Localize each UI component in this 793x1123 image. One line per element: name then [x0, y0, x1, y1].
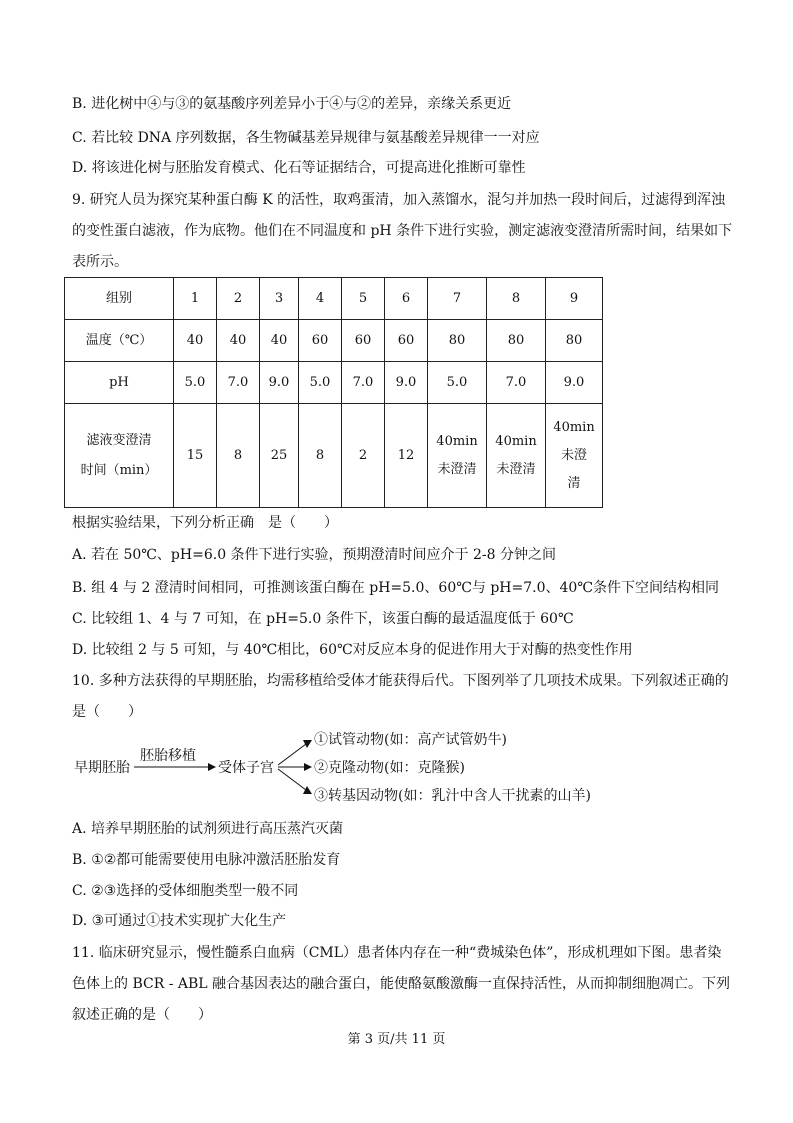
cell-ph-9: 9.0 — [546, 362, 603, 404]
cell-time-8-line1: 40min — [495, 433, 537, 449]
cell-group-7: 7 — [428, 278, 487, 320]
diagram-branch-arrow-3 — [278, 769, 306, 790]
cell-group-9: 9 — [546, 278, 603, 320]
cell-time-5: 2 — [342, 404, 385, 508]
cell-temp-9: 80 — [546, 320, 603, 362]
cell-ph-7: 5.0 — [428, 362, 487, 404]
diagram-target: 受体子宫 — [218, 760, 274, 776]
diagram-branch-arrow-3-head — [303, 786, 312, 794]
cell-time-1: 15 — [174, 404, 217, 508]
cell-temp-4: 60 — [299, 320, 342, 362]
cell-time-9-line2: 未澄 — [560, 447, 587, 463]
cell-temp-5: 60 — [342, 320, 385, 362]
cell-ph-3: 9.0 — [260, 362, 299, 404]
cell-time-7-line2: 未澄清 — [437, 461, 477, 477]
diagram-output-2: ②克隆动物(如：克隆猴) — [314, 760, 465, 776]
q9-option-c: C. 比较组 1、4 与 7 可知，在 pH=5.0 条件下，该蛋白酶的最适温度低于 60℃ — [72, 611, 574, 627]
page-footer: 第 3 页/共 11 页 — [347, 1032, 446, 1047]
q11-stem-line3: 叙述正确的是（ ） — [72, 1007, 212, 1023]
q8-option-d: D. 将该进化树与胚胎发育模式、化石等证据结合，可提高进化推断可靠性 — [72, 160, 526, 176]
diagram-branch-arrow-2-head — [304, 763, 312, 771]
header-time-line1: 滤液变澄清 — [86, 432, 152, 448]
cell-time-6: 12 — [385, 404, 428, 508]
embryo-transfer-diagram — [70, 722, 670, 812]
cell-ph-4: 5.0 — [299, 362, 342, 404]
cell-ph-2: 7.0 — [217, 362, 260, 404]
q9-option-b: B. 组 4 与 2 澄清时间相同，可推测该蛋白酶在 pH=5.0、60℃与 pH=7.0、40℃条件下空间结构相同 — [72, 580, 719, 596]
header-ph: pH — [65, 362, 174, 404]
cell-temp-6: 60 — [385, 320, 428, 362]
diagram-output-1: ①试管动物(如：高产试管奶牛) — [314, 732, 507, 748]
q11-stem-line1: 11. 临床研究显示，慢性髓系白血病（CML）患者体内存在一种“费城染色体”，形成机理如下图。患者染 — [72, 945, 722, 961]
cell-group-3: 3 — [260, 278, 299, 320]
diagram-main-arrow-head — [208, 763, 216, 771]
q10-stem-line1: 10. 多种方法获得的早期胚胎，均需移植给受体才能获得后代。下图列举了几项技术成果。下列叙述正确的 — [72, 673, 729, 689]
cell-time-3: 25 — [260, 404, 299, 508]
cell-temp-1: 40 — [174, 320, 217, 362]
q8-option-b: B. 进化树中④与③的氨基酸序列差异小于④与②的差异，亲缘关系更近 — [72, 96, 512, 112]
q9-stem-line2: 的变性蛋白滤液，作为底物。他们在不同温度和 pH 条件下进行实验，测定滤液变澄清所需时间，结果如下 — [72, 223, 733, 239]
cell-ph-5: 7.0 — [342, 362, 385, 404]
table-row-temp — [65, 320, 603, 362]
q8-option-c: C. 若比较 DNA 序列数据，各生物碱基差异规律与氨基酸差异规律一一对应 — [72, 130, 540, 146]
cell-time-4: 8 — [299, 404, 342, 508]
diagram-output-3: ③转基因动物(如：乳汁中含人干扰素的山羊) — [314, 788, 591, 804]
cell-ph-8: 7.0 — [487, 362, 546, 404]
q9-stem-line3: 表所示。 — [72, 254, 128, 270]
cell-temp-2: 40 — [217, 320, 260, 362]
cell-ph-1: 5.0 — [174, 362, 217, 404]
q9-stem-line1: 9. 研究人员为探究某种蛋白酶 K 的活性，取鸡蛋清，加入蒸馏水，混匀并加热一段时间后，过滤得到浑浊 — [72, 192, 726, 208]
cell-time-9-line3: 清 — [567, 475, 581, 491]
experiment-table — [64, 277, 603, 508]
cell-group-5: 5 — [342, 278, 385, 320]
header-temp: 温度（℃） — [65, 320, 174, 362]
header-time-line2: 时间（min） — [80, 462, 158, 478]
cell-time-9-line1: 40min — [553, 419, 595, 435]
diagram-branch-arrow-1 — [278, 744, 306, 765]
q9-option-a: A. 若在 50℃、pH=6.0 条件下进行实验，预期澄清时间应介于 2-8 分钟之间 — [72, 547, 556, 563]
cell-time-8-line2: 未澄清 — [496, 461, 536, 477]
cell-ph-6: 9.0 — [385, 362, 428, 404]
cell-group-4: 4 — [299, 278, 342, 320]
cell-time-9 — [546, 404, 603, 508]
cell-time-2: 8 — [217, 404, 260, 508]
header-time — [65, 404, 174, 508]
q10-option-b: B. ①②都可能需要使用电脉冲激活胚胎发育 — [72, 852, 341, 868]
q10-option-a: A. 培养早期胚胎的试剂须进行高压蒸汽灭菌 — [72, 821, 344, 837]
q9-question: 根据实验结果，下列分析正确 是（ ） — [72, 515, 338, 531]
q9-option-d: D. 比较组 2 与 5 可知，与 40℃相比，60℃对反应本身的促进作用大于对酶的热变性作用 — [72, 642, 633, 658]
cell-group-1: 1 — [174, 278, 217, 320]
cell-temp-3: 40 — [260, 320, 299, 362]
cell-temp-8: 80 — [487, 320, 546, 362]
table-row-time — [65, 404, 603, 508]
cell-time-7-line1: 40min — [436, 433, 478, 449]
cell-group-8: 8 — [487, 278, 546, 320]
table-row-ph — [65, 362, 603, 404]
q11-stem-line2: 色体上的 BCR - ABL 融合基因表达的融合蛋白，能使酪氨酸激酶一直保持活性，从而抑制细胞凋亡。下列 — [72, 976, 731, 992]
table-row-group — [65, 278, 603, 320]
cell-group-6: 6 — [385, 278, 428, 320]
diagram-arrow-label: 胚胎移植 — [140, 748, 196, 764]
diagram-branch-arrow-1-head — [303, 740, 312, 748]
cell-time-8 — [487, 404, 546, 508]
cell-group-2: 2 — [217, 278, 260, 320]
cell-time-7 — [428, 404, 487, 508]
cell-temp-7: 80 — [428, 320, 487, 362]
q10-option-c: C. ②③选择的受体细胞类型一般不同 — [72, 883, 299, 899]
q10-stem-line2: 是（ ） — [72, 704, 142, 720]
diagram-source: 早期胚胎 — [74, 760, 130, 776]
q10-option-d: D. ③可通过①技术实现扩大化生产 — [72, 913, 287, 929]
header-group: 组别 — [65, 278, 174, 320]
